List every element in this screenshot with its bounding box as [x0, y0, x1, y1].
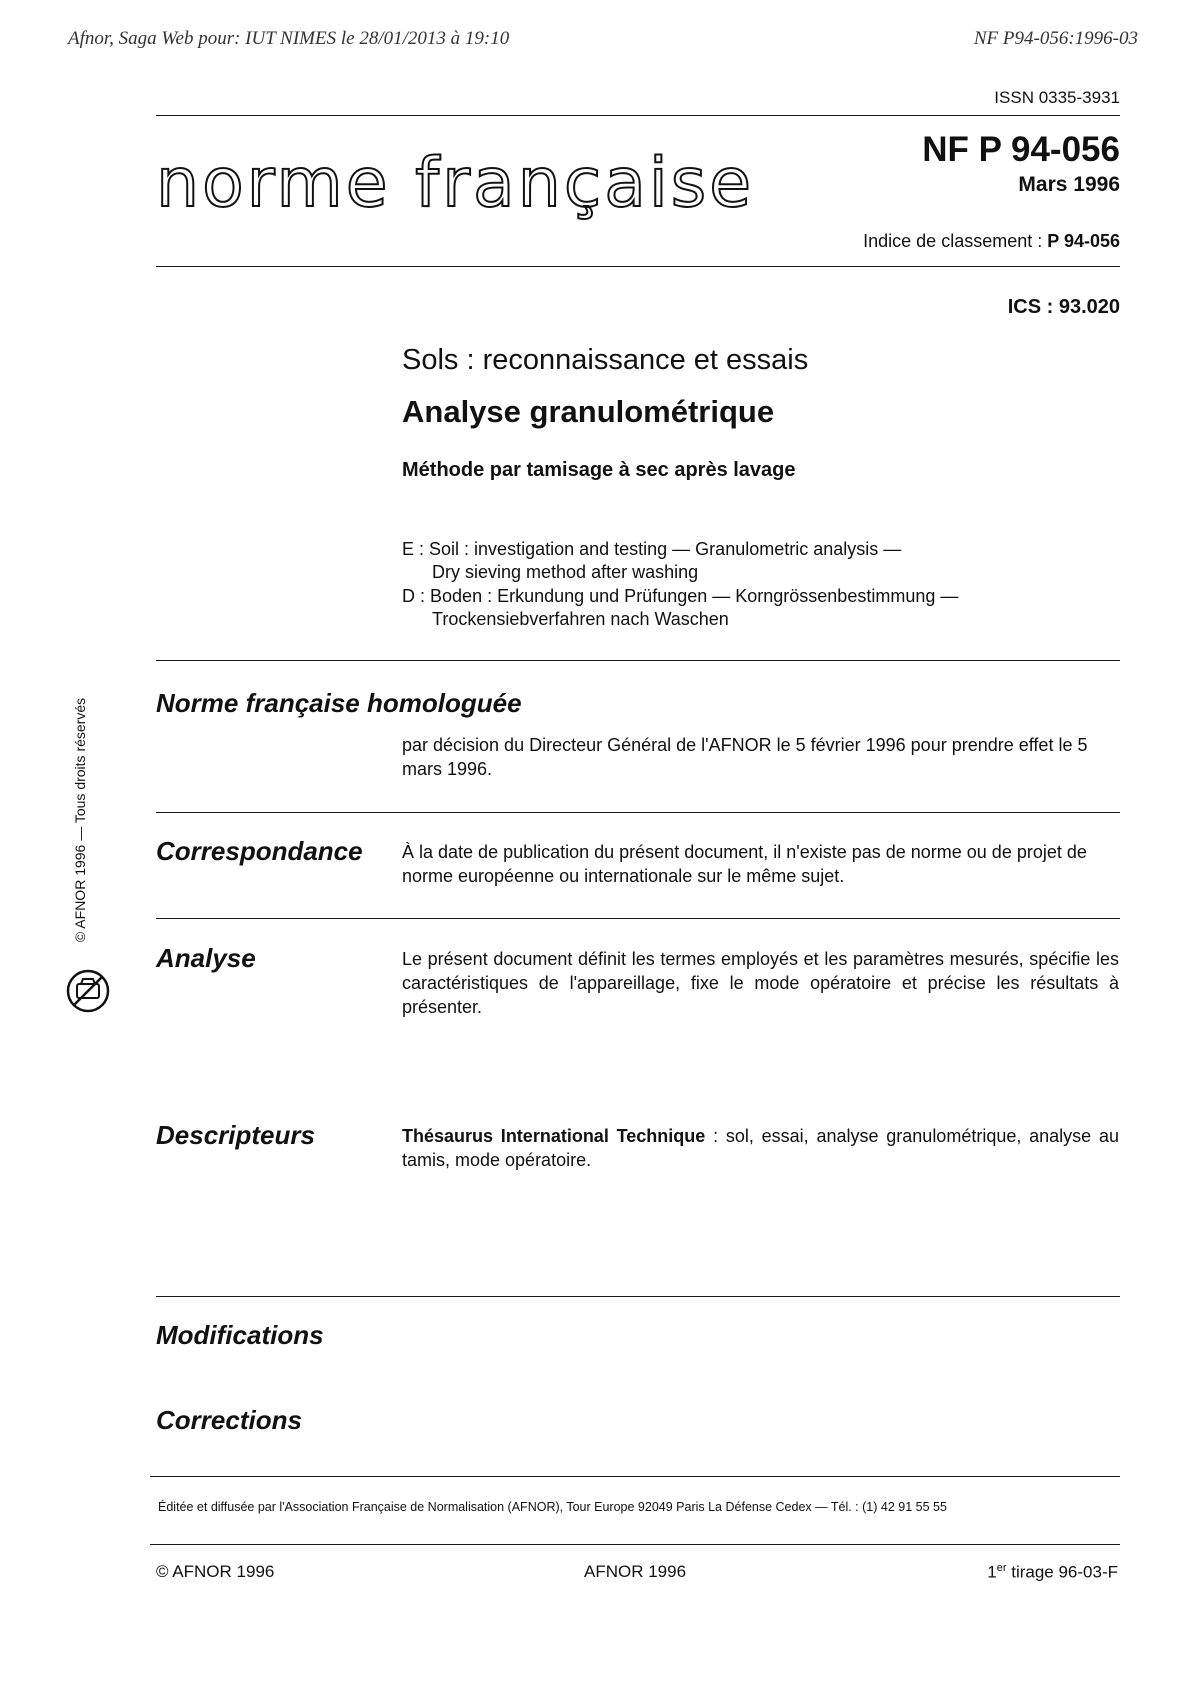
publisher-note: Éditée et diffusée par l'Association Française de Normalisation (AFNOR), Tour Europe 92049 Paris La Défense Cedex — Tél. : (1) 42 91 55 55 [158, 1500, 947, 1514]
ics-code: ICS : 93.020 [1007, 296, 1120, 318]
norm-date: Mars 1996 [1018, 173, 1120, 196]
divider [156, 115, 1120, 116]
issn: ISSN 0335-3931 [994, 88, 1120, 107]
translation-en [402, 538, 901, 584]
translation-text: Soil : investigation and testing — Granulometric analysis — [429, 539, 902, 559]
title-sub: Méthode par tamisage à sec après lavage [402, 459, 796, 481]
footer-copyright: © AFNOR 1996 [156, 1562, 275, 1581]
text-descripteurs [402, 1124, 1119, 1172]
divider [156, 812, 1120, 813]
tirage-number: 1 [987, 1562, 997, 1582]
descripteurs-label: Thésaurus International Technique [402, 1126, 706, 1146]
norm-number: NF P 94-056 [922, 130, 1120, 169]
divider [156, 660, 1120, 661]
indice-classement [863, 231, 1120, 252]
translation-text: Boden : Erkundung und Prüfungen — Korngrössenbestimmung — [430, 586, 959, 606]
indice-value: P 94-056 [1047, 231, 1120, 251]
watermark-right: NF P94-056:1996-03 [973, 28, 1138, 49]
heading-analyse: Analyse [156, 943, 256, 973]
tirage-text: tirage 96-03-F [1006, 1562, 1118, 1582]
watermark-left: Afnor, Saga Web pour: IUT NIMES le 28/01/2013 à 19:10 [68, 28, 510, 49]
title-series: Sols : reconnaissance et essais [402, 344, 809, 376]
translation-line: Dry sieving method after washing [432, 562, 699, 582]
heading-correspondance: Correspondance [156, 836, 363, 866]
heading-modifications: Modifications [156, 1320, 324, 1350]
translation-line: Trockensiebverfahren nach Waschen [432, 609, 729, 629]
translation-prefix: E : [402, 539, 425, 559]
divider [156, 918, 1120, 919]
footer-center: AFNOR 1996 [584, 1562, 687, 1581]
divider [150, 1544, 1120, 1545]
indice-label: Indice de classement : [863, 231, 1043, 251]
heading-descripteurs: Descripteurs [156, 1120, 315, 1150]
heading-corrections: Corrections [156, 1405, 302, 1435]
side-copyright-note: © AFNOR 1996 — Tous droits réservés [72, 697, 88, 943]
tirage-sup: er [996, 1562, 1007, 1574]
translation-de [402, 585, 958, 631]
text-correspondance: À la date de publication du présent document, il n'existe pas de norme ou de projet de norme européenne ou internationale sur le même sujet. [402, 842, 1087, 886]
translation-line [402, 538, 901, 561]
divider [150, 1476, 1120, 1477]
heading-homologuee: Norme française homologuée [156, 688, 522, 718]
footer-tirage [987, 1562, 1118, 1583]
divider [156, 1296, 1120, 1297]
text-analyse: Le présent document définit les termes employés et les paramètres mesurés, spécifie les caractéristiques de l'appareillage, fixe le mode opératoire et précise les résultats à présenter. [402, 949, 1119, 1017]
text-homologuee: par décision du Directeur Général de l'AFNOR le 5 février 1996 pour prendre effet le 5 mars 1996. [402, 735, 1088, 779]
no-photocopy-seal-icon [65, 968, 111, 1014]
translation-line [402, 585, 958, 608]
brand-logo: norme française [156, 144, 755, 223]
divider [156, 266, 1120, 267]
title-main: Analyse granulométrique [402, 394, 775, 429]
descripteurs-text: : sol, essai, analyse granulométrique, analyse au tamis, mode opératoire. [402, 1126, 1119, 1170]
translation-prefix: D : [402, 586, 426, 606]
